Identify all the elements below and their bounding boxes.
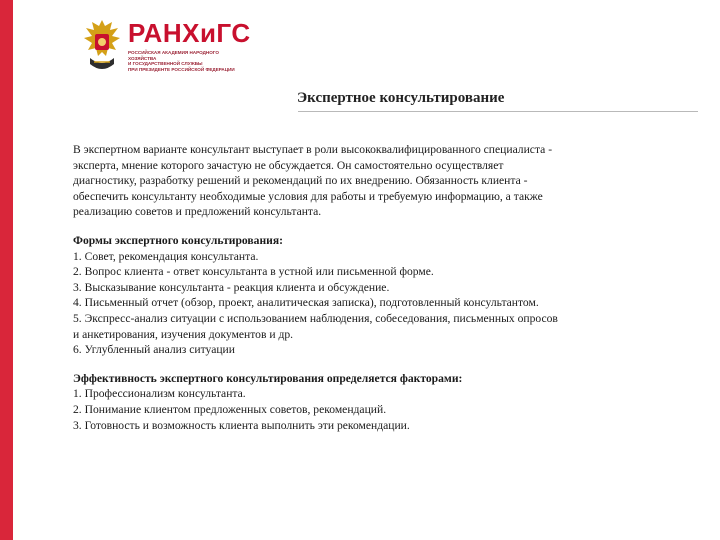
brand-subtitle-line: И ГОСУДАРСТВЕННОЙ СЛУЖБЫ xyxy=(128,61,203,67)
ranepa-logo xyxy=(82,16,252,76)
spacer xyxy=(73,220,673,233)
intro-line: диагностику, разработку решений и рекомендаций по их внедрению. Обязанность клиента - xyxy=(73,174,528,188)
efficiency-list-item: 2. Понимание клиентом предложенных советов, рекомендаций. xyxy=(73,402,387,416)
brand-subtitle-line: ПРИ ПРЕЗИДЕНТЕ РОССИЙСКОЙ ФЕДЕРАЦИИ xyxy=(128,66,235,72)
forms-list-item: и анкетирования, изучения документов и др. xyxy=(73,327,294,341)
forms-list-item: 6. Углубленный анализ ситуации xyxy=(73,343,235,357)
brand-subtitle-line: РОССИЙСКАЯ АКАДЕМИЯ НАРОДНОГО ХОЗЯЙСТВА xyxy=(128,50,219,61)
forms-list-item: 1. Совет, рекомендация консультанта. xyxy=(73,249,259,263)
eagle-emblem-icon xyxy=(82,16,122,76)
forms-list-item: 4. Письменный отчет (обзор, проект, аналитическая записка), подготовленный консультантом. xyxy=(73,296,539,310)
intro-line: реализацию советов и предложений консультанта. xyxy=(73,205,322,219)
spacer xyxy=(73,358,673,371)
forms-list-item: 2. Вопрос клиента - ответ консультанта в устной или письменной форме. xyxy=(73,265,434,279)
brand-subtitle xyxy=(128,50,246,72)
efficiency-list-item: 3. Готовность и возможность клиента выполнить эти рекомендации. xyxy=(73,418,410,432)
intro-line: эксперта, мнение которого зачастую не обсуждается. Он самостоятельно осуществляет xyxy=(73,158,504,172)
forms-heading: Формы экспертного консультирования: xyxy=(73,233,283,247)
left-accent-bar xyxy=(0,0,13,540)
slide-content xyxy=(73,142,673,433)
efficiency-heading: Эффективность экспертного консультирования определяется факторами: xyxy=(73,371,463,385)
intro-line: обеспечить консультанту необходимые условия для работы и требуемую информацию, а также xyxy=(73,189,543,203)
forms-list-item: 3. Высказывание консультанта - реакция клиента и обсуждение. xyxy=(73,280,390,294)
slide-title: Экспертное консультирование xyxy=(297,90,505,106)
efficiency-list-item: 1. Профессионализм консультанта. xyxy=(73,387,246,401)
intro-line: В экспертном варианте консультант выступает в роли высококвалифицированного специалиста - xyxy=(73,143,553,156)
forms-list-item: 5. Экспресс-анализ ситуации с использованием наблюдения, собеседования, письменных опросов xyxy=(73,311,558,325)
title-divider xyxy=(298,111,698,112)
brand-name: РАНХиГС xyxy=(128,18,251,48)
